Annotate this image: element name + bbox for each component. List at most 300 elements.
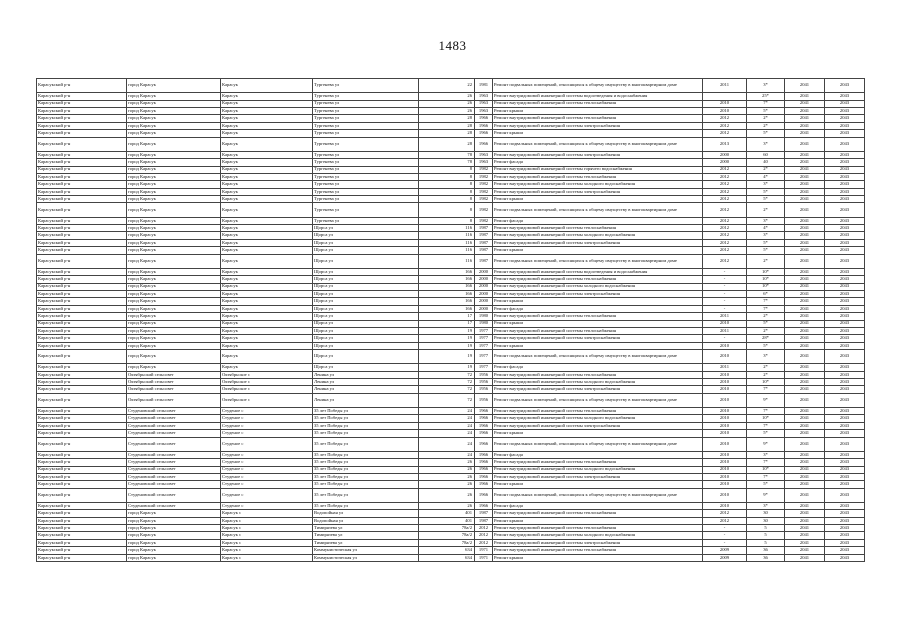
build-year-cell: 1977 — [475, 364, 493, 371]
house-number-cell: 78а/2 — [419, 532, 475, 539]
build-year-cell: 1966 — [475, 122, 493, 129]
street-cell: Щорса ул — [313, 335, 419, 342]
settlement-cell: город Карасук — [127, 539, 221, 546]
settlement-cell: город Карасук — [127, 510, 221, 517]
street-cell: Водопойная ул — [313, 517, 419, 524]
municipal-district-cell: Карасукский р-н — [37, 79, 127, 93]
plan-end-cell: 2043 — [825, 451, 865, 458]
plan-start-cell: 2041 — [785, 239, 825, 246]
settlement-cell: город Карасук — [127, 276, 221, 283]
last-repair-cell: 2010 — [703, 451, 747, 458]
wear-cell: 2* — [747, 122, 785, 129]
last-repair-cell: 2000 — [703, 159, 747, 166]
house-number-cell: 78а/2 — [419, 539, 475, 546]
settlement-cell: Октябрьский сельсовет — [127, 393, 221, 407]
plan-end-cell: 2043 — [825, 247, 865, 254]
plan-start-cell: 2041 — [785, 379, 825, 386]
table-row — [37, 79, 865, 93]
plan-start-cell: 2041 — [785, 290, 825, 297]
build-year-cell: 1966 — [475, 466, 493, 473]
wear-cell: 5* — [747, 196, 785, 203]
street-cell: 35 лет Победы ул — [313, 488, 419, 502]
wear-cell: 3* — [747, 181, 785, 188]
plan-end-cell: 2043 — [825, 166, 865, 173]
plan-start-cell: 2041 — [785, 350, 825, 364]
work-type-cell: Ремонт внутридомовой инженерной системы холодного водоснабжения — [493, 181, 703, 188]
settlement-cell: город Карасук — [127, 547, 221, 554]
wear-cell: 5* — [747, 320, 785, 327]
locality-cell: Карасук — [221, 151, 313, 158]
plan-start-cell: 2041 — [785, 254, 825, 268]
settlement-cell: город Карасук — [127, 203, 221, 217]
build-year-cell: 1966 — [475, 115, 493, 122]
plan-start-cell: 2041 — [785, 539, 825, 546]
plan-end-cell: 2043 — [825, 517, 865, 524]
municipal-district-cell: Карасукский р-н — [37, 239, 127, 246]
last-repair-cell: - — [703, 290, 747, 297]
locality-cell: Карасук с — [221, 547, 313, 554]
build-year-cell: 1966 — [475, 430, 493, 437]
table-row — [37, 100, 865, 107]
municipal-district-cell: Карасукский р-н — [37, 320, 127, 327]
build-year-cell: 2012 — [475, 525, 493, 532]
build-year-cell: 1956 — [475, 371, 493, 378]
table-row — [37, 554, 865, 561]
last-repair-cell: 2010 — [703, 320, 747, 327]
locality-cell: Карасук — [221, 327, 313, 334]
municipal-district-cell: Карасукский р-н — [37, 217, 127, 224]
register-body — [37, 79, 865, 562]
municipal-district-cell: Карасукский р-н — [37, 159, 127, 166]
plan-start-cell: 2041 — [785, 137, 825, 151]
locality-cell: Карасук — [221, 181, 313, 188]
locality-cell: Карасук — [221, 166, 313, 173]
plan-start-cell: 2041 — [785, 196, 825, 203]
locality-cell: Карасук — [221, 173, 313, 180]
work-type-cell: Ремонт фасада — [493, 364, 703, 371]
wear-cell: 3* — [747, 502, 785, 509]
house-number-cell: 26 — [419, 100, 475, 107]
settlement-cell: Студеновский сельсовет — [127, 459, 221, 466]
wear-cell: 7* — [747, 473, 785, 480]
plan-start-cell: 2041 — [785, 93, 825, 100]
locality-cell: Карасук — [221, 130, 313, 137]
plan-start-cell: 2041 — [785, 502, 825, 509]
plan-start-cell: 2041 — [785, 217, 825, 224]
municipal-district-cell: Карасукский р-н — [37, 93, 127, 100]
street-cell: Тургенева ул — [313, 93, 419, 100]
settlement-cell: Студеновский сельсовет — [127, 488, 221, 502]
plan-start-cell: 2041 — [785, 100, 825, 107]
plan-end-cell: 2043 — [825, 393, 865, 407]
build-year-cell: 1987 — [475, 232, 493, 239]
plan-end-cell: 2043 — [825, 488, 865, 502]
street-cell: Щорса ул — [313, 239, 419, 246]
wear-cell: 36 — [747, 547, 785, 554]
plan-start-cell: 2041 — [785, 437, 825, 451]
repair-register-table — [36, 78, 865, 562]
house-number-cell: 72 — [419, 393, 475, 407]
plan-start-cell: 2041 — [785, 371, 825, 378]
wear-cell: 10* — [747, 268, 785, 275]
municipal-district-cell: Карасукский р-н — [37, 225, 127, 232]
plan-start-cell: 2041 — [785, 517, 825, 524]
work-type-cell: Ремонт фасада — [493, 451, 703, 458]
build-year-cell: 2012 — [475, 532, 493, 539]
wear-cell: 30 — [747, 510, 785, 517]
work-type-cell: Ремонт внутридомовой инженерной системы электроснабжения — [493, 151, 703, 158]
street-cell: Тимирязева ул — [313, 532, 419, 539]
plan-start-cell: 2041 — [785, 247, 825, 254]
plan-end-cell: 2043 — [825, 430, 865, 437]
table-row — [37, 188, 865, 195]
last-repair-cell: 2012 — [703, 225, 747, 232]
table-row — [37, 166, 865, 173]
work-type-cell: Ремонт внутридомовой инженерной системы электроснабжения — [493, 473, 703, 480]
house-number-cell: 8 — [419, 196, 475, 203]
settlement-cell: Октябрьский сельсовет — [127, 379, 221, 386]
last-repair-cell: 2010 — [703, 408, 747, 415]
build-year-cell: 1982 — [475, 188, 493, 195]
wear-cell: 3* — [747, 217, 785, 224]
house-number-cell: 26 — [419, 459, 475, 466]
build-year-cell: 1987 — [475, 517, 493, 524]
locality-cell: Студеное с — [221, 430, 313, 437]
plan-end-cell: 2043 — [825, 342, 865, 349]
plan-start-cell: 2041 — [785, 320, 825, 327]
settlement-cell: город Карасук — [127, 188, 221, 195]
settlement-cell: город Карасук — [127, 130, 221, 137]
plan-end-cell: 2043 — [825, 539, 865, 546]
settlement-cell: Студеновский сельсовет — [127, 422, 221, 429]
wear-cell: 25* — [747, 93, 785, 100]
build-year-cell: 2000 — [475, 290, 493, 297]
build-year-cell: 1987 — [475, 247, 493, 254]
plan-end-cell: 2043 — [825, 364, 865, 371]
work-type-cell: Ремонт внутридомовой инженерной системы электроснабжения — [493, 290, 703, 297]
plan-start-cell: 2041 — [785, 473, 825, 480]
wear-cell: 7* — [747, 408, 785, 415]
municipal-district-cell: Карасукский р-н — [37, 350, 127, 364]
build-year-cell: 1963 — [475, 151, 493, 158]
work-type-cell: Ремонт внутридомовой инженерной системы холодного водоснабжения — [493, 379, 703, 386]
last-repair-cell: - — [703, 525, 747, 532]
municipal-district-cell: Карасукский р-н — [37, 188, 127, 195]
locality-cell: Студеное с — [221, 451, 313, 458]
street-cell: Щорса ул — [313, 327, 419, 334]
municipal-district-cell: Карасукский р-н — [37, 305, 127, 312]
street-cell: 35 лет Победы ул — [313, 430, 419, 437]
build-year-cell: 1980 — [475, 313, 493, 320]
locality-cell: Карасук — [221, 232, 313, 239]
house-number-cell: 26 — [419, 466, 475, 473]
last-repair-cell: 2010 — [703, 422, 747, 429]
municipal-district-cell: Карасукский р-н — [37, 488, 127, 502]
locality-cell: Студеное с — [221, 488, 313, 502]
plan-start-cell: 2041 — [785, 122, 825, 129]
settlement-cell: город Карасук — [127, 525, 221, 532]
locality-cell: Студеное с — [221, 408, 313, 415]
house-number-cell: 26 — [419, 488, 475, 502]
street-cell: Щорса ул — [313, 232, 419, 239]
wear-cell: 3* — [747, 350, 785, 364]
plan-end-cell: 2043 — [825, 181, 865, 188]
plan-start-cell: 2041 — [785, 166, 825, 173]
plan-start-cell: 2041 — [785, 115, 825, 122]
work-type-cell: Ремонт внутридомовой инженерной системы электроснабжения — [493, 335, 703, 342]
street-cell: 35 лет Победы ул — [313, 451, 419, 458]
work-type-cell: Ремонт внутридомовой инженерной системы горячего водоснабжения — [493, 166, 703, 173]
wear-cell: 2* — [747, 371, 785, 378]
work-type-cell: Ремонт подвальных помещений, относящихся к общему имуществу в многоквартирном доме — [493, 350, 703, 364]
street-cell: Тургенева ул — [313, 203, 419, 217]
municipal-district-cell: Карасукский р-н — [37, 459, 127, 466]
last-repair-cell: 2012 — [703, 181, 747, 188]
wear-cell: 5* — [747, 130, 785, 137]
municipal-district-cell: Карасукский р-н — [37, 335, 127, 342]
last-repair-cell: 2010 — [703, 350, 747, 364]
locality-cell: Карасук — [221, 188, 313, 195]
plan-start-cell: 2041 — [785, 181, 825, 188]
wear-cell: 7* — [747, 298, 785, 305]
municipal-district-cell: Карасукский р-н — [37, 247, 127, 254]
plan-start-cell: 2041 — [785, 364, 825, 371]
plan-end-cell: 2043 — [825, 130, 865, 137]
last-repair-cell: 2010 — [703, 379, 747, 386]
plan-start-cell: 2041 — [785, 305, 825, 312]
locality-cell: Карасук с — [221, 532, 313, 539]
municipal-district-cell: Карасукский р-н — [37, 554, 127, 561]
last-repair-cell: 2009 — [703, 554, 747, 561]
settlement-cell: город Карасук — [127, 79, 221, 93]
municipal-district-cell: Карасукский р-н — [37, 408, 127, 415]
work-type-cell: Ремонт подвальных помещений, относящихся к общему имуществу в многоквартирном доме — [493, 437, 703, 451]
settlement-cell: город Карасук — [127, 115, 221, 122]
table-row — [37, 539, 865, 546]
plan-start-cell: 2041 — [785, 481, 825, 488]
wear-cell: 5* — [747, 247, 785, 254]
plan-end-cell: 2043 — [825, 320, 865, 327]
street-cell: Тургенева ул — [313, 122, 419, 129]
house-number-cell: 8 — [419, 173, 475, 180]
street-cell: 35 лет Победы ул — [313, 466, 419, 473]
wear-cell: 2* — [747, 254, 785, 268]
work-type-cell: Ремонт крыши — [493, 320, 703, 327]
last-repair-cell: 2012 — [703, 196, 747, 203]
municipal-district-cell: Карасукский р-н — [37, 268, 127, 275]
wear-cell: 2* — [747, 115, 785, 122]
table-row — [37, 298, 865, 305]
plan-end-cell: 2043 — [825, 408, 865, 415]
table-row — [37, 430, 865, 437]
work-type-cell: Ремонт крыши — [493, 107, 703, 114]
street-cell: Щорса ул — [313, 268, 419, 275]
wear-cell: 10* — [747, 466, 785, 473]
locality-cell: Карасук — [221, 342, 313, 349]
build-year-cell: 2000 — [475, 305, 493, 312]
work-type-cell: Ремонт крыши — [493, 430, 703, 437]
plan-end-cell: 2043 — [825, 93, 865, 100]
plan-end-cell: 2043 — [825, 173, 865, 180]
work-type-cell: Ремонт крыши — [493, 342, 703, 349]
table-row — [37, 115, 865, 122]
house-number-cell: 19 — [419, 342, 475, 349]
house-number-cell: 116 — [419, 254, 475, 268]
table-row — [37, 350, 865, 364]
municipal-district-cell: Карасукский р-н — [37, 166, 127, 173]
table-row — [37, 122, 865, 129]
plan-end-cell: 2043 — [825, 203, 865, 217]
street-cell: Тургенева ул — [313, 130, 419, 137]
work-type-cell: Ремонт внутридомовой инженерной системы теплоснабжения — [493, 327, 703, 334]
last-repair-cell: 2012 — [703, 254, 747, 268]
settlement-cell: город Карасук — [127, 283, 221, 290]
plan-start-cell: 2041 — [785, 313, 825, 320]
last-repair-cell: 2012 — [703, 115, 747, 122]
last-repair-cell: 2010 — [703, 107, 747, 114]
work-type-cell: Ремонт внутридомовой инженерной системы холодного водоснабжения — [493, 466, 703, 473]
table-row — [37, 502, 865, 509]
settlement-cell: город Карасук — [127, 151, 221, 158]
street-cell: Щорса ул — [313, 320, 419, 327]
wear-cell: 30 — [747, 517, 785, 524]
street-cell: Тургенева ул — [313, 159, 419, 166]
house-number-cell: 401 — [419, 510, 475, 517]
house-number-cell: 166 — [419, 268, 475, 275]
wear-cell: 2* — [747, 364, 785, 371]
plan-end-cell: 2043 — [825, 239, 865, 246]
house-number-cell: 634 — [419, 547, 475, 554]
plan-end-cell: 2043 — [825, 305, 865, 312]
plan-end-cell: 2043 — [825, 298, 865, 305]
plan-end-cell: 2043 — [825, 510, 865, 517]
locality-cell: Студеное с — [221, 422, 313, 429]
plan-start-cell: 2041 — [785, 79, 825, 93]
last-repair-cell: - — [703, 283, 747, 290]
table-row — [37, 320, 865, 327]
municipal-district-cell: Карасукский р-н — [37, 430, 127, 437]
table-row — [37, 305, 865, 312]
house-number-cell: 72 — [419, 379, 475, 386]
street-cell: Ленина ул — [313, 386, 419, 393]
work-type-cell: Ремонт крыши — [493, 298, 703, 305]
work-type-cell: Ремонт подвальных помещений, относящихся к общему имуществу в многоквартирном доме — [493, 393, 703, 407]
locality-cell: Карасук — [221, 159, 313, 166]
municipal-district-cell: Карасукский р-н — [37, 342, 127, 349]
house-number-cell: 24 — [419, 415, 475, 422]
plan-start-cell: 2041 — [785, 203, 825, 217]
table-row — [37, 437, 865, 451]
locality-cell: Студеное с — [221, 481, 313, 488]
street-cell: Тургенева ул — [313, 100, 419, 107]
build-year-cell: 1980 — [475, 320, 493, 327]
wear-cell: 40 — [747, 159, 785, 166]
build-year-cell: 1982 — [475, 196, 493, 203]
street-cell: Тургенева ул — [313, 107, 419, 114]
plan-start-cell: 2041 — [785, 422, 825, 429]
last-repair-cell: 2010 — [703, 502, 747, 509]
house-number-cell: 166 — [419, 298, 475, 305]
plan-end-cell: 2043 — [825, 532, 865, 539]
plan-end-cell: 2043 — [825, 196, 865, 203]
house-number-cell: 166 — [419, 305, 475, 312]
build-year-cell: 2000 — [475, 276, 493, 283]
table-row — [37, 466, 865, 473]
municipal-district-cell: Карасукский р-н — [37, 466, 127, 473]
settlement-cell: Студеновский сельсовет — [127, 415, 221, 422]
table-row — [37, 151, 865, 158]
last-repair-cell: 2010 — [703, 342, 747, 349]
last-repair-cell: 2012 — [703, 203, 747, 217]
municipal-district-cell: Карасукский р-н — [37, 539, 127, 546]
municipal-district-cell: Карасукский р-н — [37, 364, 127, 371]
house-number-cell: 78а/2 — [419, 525, 475, 532]
locality-cell: Карасук — [221, 276, 313, 283]
table-row — [37, 393, 865, 407]
locality-cell: Карасук — [221, 350, 313, 364]
build-year-cell: 1966 — [475, 451, 493, 458]
locality-cell: Карасук — [221, 79, 313, 93]
wear-cell: 2* — [747, 313, 785, 320]
plan-end-cell: 2043 — [825, 437, 865, 451]
municipal-district-cell: Карасукский р-н — [37, 532, 127, 539]
wear-cell: 10* — [747, 379, 785, 386]
table-row — [37, 159, 865, 166]
plan-end-cell: 2043 — [825, 100, 865, 107]
work-type-cell: Ремонт фасада — [493, 159, 703, 166]
last-repair-cell: 2012 — [703, 517, 747, 524]
build-year-cell: 2000 — [475, 268, 493, 275]
street-cell: 35 лет Победы ул — [313, 481, 419, 488]
plan-end-cell: 2043 — [825, 254, 865, 268]
plan-start-cell: 2041 — [785, 283, 825, 290]
locality-cell: Карасук с — [221, 517, 313, 524]
work-type-cell: Ремонт внутридомовой инженерной системы теплоснабжения — [493, 459, 703, 466]
house-number-cell: 28 — [419, 137, 475, 151]
work-type-cell: Ремонт подвальных помещений, относящихся к общему имуществу в многоквартирном доме — [493, 137, 703, 151]
settlement-cell: Студеновский сельсовет — [127, 466, 221, 473]
last-repair-cell: - — [703, 276, 747, 283]
house-number-cell: 17 — [419, 320, 475, 327]
wear-cell: 5 — [747, 532, 785, 539]
wear-cell: 5* — [747, 481, 785, 488]
table-row — [37, 371, 865, 378]
build-year-cell: 1982 — [475, 203, 493, 217]
locality-cell: Карасук — [221, 203, 313, 217]
street-cell: Тургенева ул — [313, 166, 419, 173]
street-cell: Тургенева ул — [313, 137, 419, 151]
house-number-cell: 26 — [419, 107, 475, 114]
plan-start-cell: 2041 — [785, 276, 825, 283]
plan-end-cell: 2043 — [825, 313, 865, 320]
locality-cell: Карасук с — [221, 510, 313, 517]
house-number-cell: 28 — [419, 115, 475, 122]
work-type-cell: Ремонт внутридомовой инженерной системы теплоснабжения — [493, 510, 703, 517]
municipal-district-cell: Карасукский р-н — [37, 254, 127, 268]
house-number-cell: 8 — [419, 166, 475, 173]
last-repair-cell: - — [703, 532, 747, 539]
table-row — [37, 342, 865, 349]
settlement-cell: город Карасук — [127, 239, 221, 246]
plan-start-cell: 2041 — [785, 510, 825, 517]
municipal-district-cell: Карасукский р-н — [37, 547, 127, 554]
table-row — [37, 225, 865, 232]
plan-end-cell: 2043 — [825, 107, 865, 114]
locality-cell: Карасук — [221, 225, 313, 232]
house-number-cell: 116 — [419, 239, 475, 246]
locality-cell: Карасук — [221, 254, 313, 268]
table-row — [37, 408, 865, 415]
